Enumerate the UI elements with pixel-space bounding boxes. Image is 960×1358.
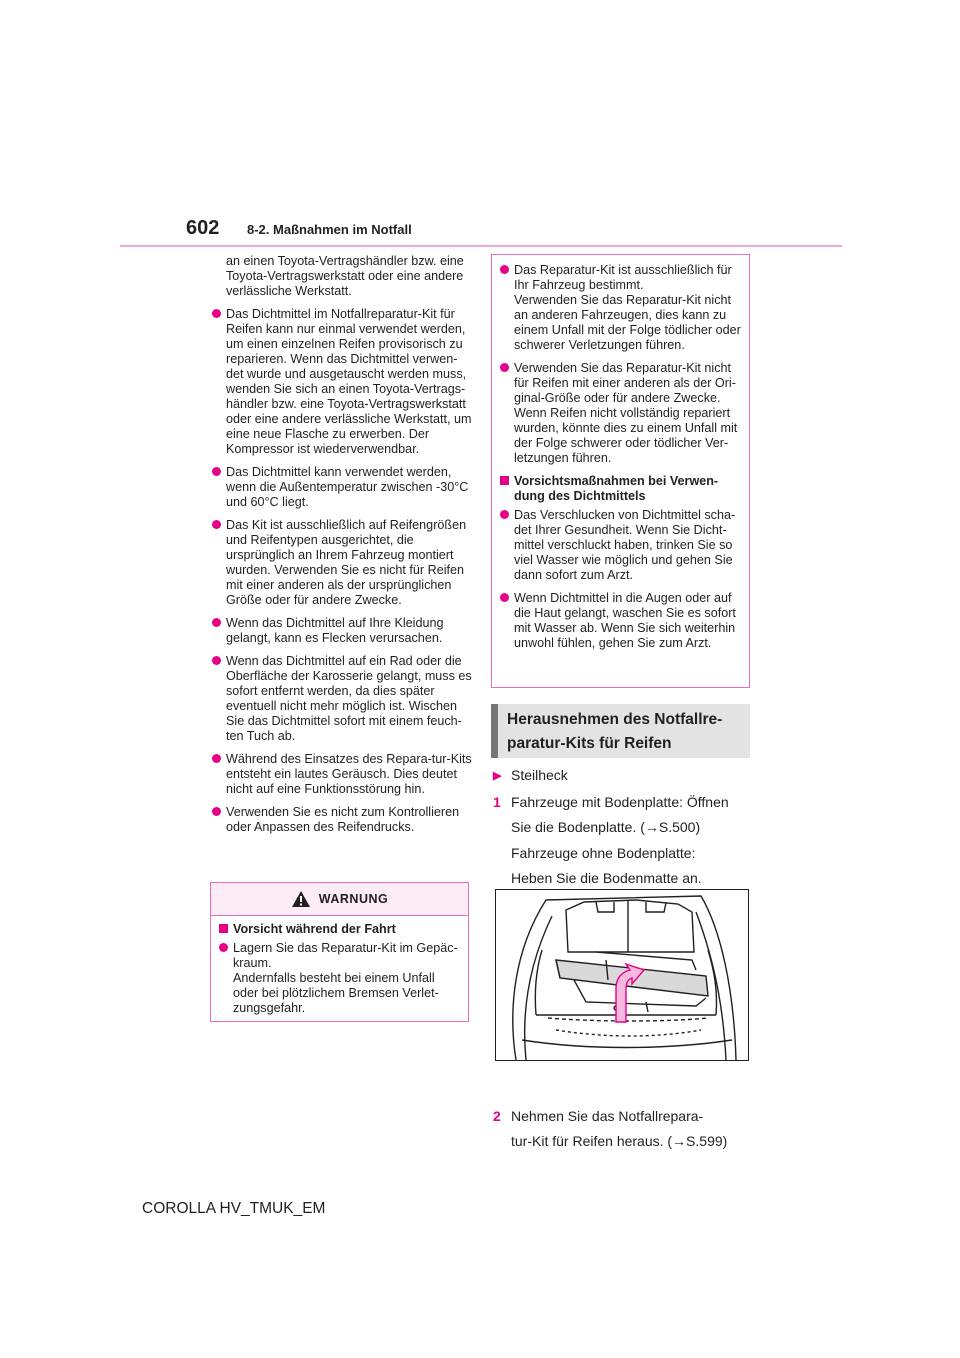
page-number: 602 (186, 217, 220, 239)
list-item (212, 654, 474, 744)
list-item-text: Das Verschlucken von Dichtmittel scha-det Ihrer Gesundheit. Wenn Sie Dicht-mittel verschluckt haben, trinken Sie so viel Wasser wie möglich und gehen Sie dann sofort zum Arzt. (514, 508, 736, 582)
bullet-icon (212, 656, 221, 665)
square-bullet-icon (219, 924, 228, 933)
arrow-icon: ▶ (493, 770, 502, 782)
list-item-text: Lagern Sie das Reparatur-Kit im Gepäc-kraum. (233, 941, 458, 970)
list-item (500, 591, 741, 651)
list-item (500, 508, 741, 583)
bullet-icon (212, 309, 221, 318)
step-intro (493, 764, 755, 787)
header-rule (120, 245, 842, 247)
warning-body (211, 916, 468, 1016)
list-item-text: Das Reparatur-Kit ist ausschließlich für Ihr Fahrzeug bestimmt. (514, 263, 732, 292)
list-item-text: Wenn das Dichtmittel auf ein Rad oder die Oberfläche der Karosserie gelangt, muss es sofort entfernt werden, da dies später eventuell nicht mehr möglich ist. Wischen Sie das Dichtmittel sofort mit einem feuch-ten Tuch ab. (226, 654, 472, 743)
step-text: Sie die Bodenplatte. (→S.500) (511, 819, 701, 835)
bullet-icon (219, 943, 228, 952)
list-item-text: Das Kit ist ausschließlich auf Reifengrößen und Reifentypen ausgerichtet, die ursprünglich an Ihrem Fahrzeug montiert wurden. Verwenden Sie es nicht für Reifen mit einer anderen als der ursprünglichen Größe oder für andere Zwecke. (226, 518, 467, 607)
list-item-text: Wenn das Dichtmittel auf Ihre Kleidung gelangt, kann es Flecken verursachen. (226, 616, 444, 645)
step-text: Heben Sie die Bodenmatte an. (511, 870, 702, 886)
left-column (212, 254, 474, 843)
list-item-text: Andernfalls besteht bei einem Unfall oder bei plötzlichem Bremsen Verlet-zungsgefahr. (233, 971, 439, 1015)
bullet-icon (500, 593, 509, 602)
list-item (212, 307, 474, 457)
warning-subheading: Vorsicht während der Fahrt (219, 922, 460, 937)
list-item-text: Das Dichtmittel im Notfallreparatur-Kit für Reifen kann nur einmal verwendet werden, um einen einzelnen Reifen provisorisch zu reparieren. Wenn das Dichtmittel verwen-det wurde und ausgetauscht werden muss, wenden Sie sich an einen Toyota-Vertrags-händler bzw. eine Toyota-Vertragswerkstatt oder eine andere verlässliche Werkstatt, um eine neue Flasche zu erwerben. Der Kompressor ist wiederverwendbar. (226, 307, 472, 456)
step-number: 1 (493, 793, 501, 810)
step-number: 2 (493, 1107, 501, 1124)
bullet-icon (212, 618, 221, 627)
footer-model: COROLLA HV_TMUK_EM (142, 1200, 326, 1217)
list-item-text: Während des Einsatzes des Repara-tur-Kits entsteht ein lautes Geräusch. Dies deutet nicht auf eine Funktionsstörung hin. (226, 752, 472, 796)
warning-box (210, 882, 469, 1022)
warning-triangle-icon (291, 890, 311, 908)
section-heading-line: Herausnehmen des Notfallre- (507, 711, 723, 728)
bullet-icon (212, 520, 221, 529)
list-item-text: Verwenden Sie das Reparatur-Kit nicht an anderen Fahrzeugen, dies kann zu einem Unfall mit der Folge tödlicher oder schwerer Verletzungen führen. (514, 293, 741, 352)
list-item (212, 805, 474, 835)
warning-title: WARNUNG (318, 892, 389, 906)
warning-header (211, 883, 468, 916)
step-2 (493, 1105, 755, 1153)
luggage-compartment-illustration (495, 889, 749, 1061)
caution-box (491, 254, 750, 688)
step-text: Nehmen Sie das Notfallrepara- (511, 1107, 704, 1124)
list-item (212, 752, 474, 797)
step-text: Fahrzeuge mit Bodenplatte: Öffnen (511, 793, 729, 810)
bullet-icon (212, 754, 221, 763)
lead-text: an einen Toyota-Vertragshändler bzw. eine Toyota-Vertragswerkstatt oder eine andere verlässliche Werkstatt. (226, 254, 464, 298)
list-item-text: Verwenden Sie das Reparatur-Kit nicht für Reifen mit einer anderen als der Ori-ginal-Größe oder für andere Zwecke. Wenn Reifen nicht vollständig repariert wurden, könnte dies zu einem Unfall mit der Folge schwerer oder tödlicher Ver-letzungen führen. (514, 361, 738, 465)
bullet-icon (500, 265, 509, 274)
bullet-icon (500, 510, 509, 519)
list-item (500, 361, 741, 466)
section-heading (491, 704, 750, 758)
square-bullet-icon (500, 476, 509, 485)
step-text: tur-Kit für Reifen heraus. (→S.599) (511, 1133, 728, 1149)
section-heading-line: paratur-Kits für Reifen (507, 735, 672, 752)
step-text: Fahrzeuge ohne Bodenplatte: (511, 844, 696, 861)
list-item (219, 941, 460, 1016)
section-title: 8-2. Maßnahmen im Notfall (247, 222, 412, 237)
list-item (212, 465, 474, 510)
step-intro-text: Steilheck (511, 767, 568, 783)
list-item (212, 518, 474, 608)
list-item-text: Wenn Dichtmittel in die Augen oder auf die Haut gelangt, waschen Sie es sofort mit Wasser ab. Wenn Sie sich weiterhin unwohl fühlen, gehen Sie zum Arzt. (514, 591, 736, 650)
list-item-text: Verwenden Sie es nicht zum Kontrollieren oder Anpassen des Reifendrucks. (226, 805, 460, 834)
list-item (212, 616, 474, 646)
car-trunk-illustration (496, 890, 748, 1060)
step-1 (493, 791, 755, 890)
list-item (500, 263, 741, 353)
bullet-icon (212, 807, 221, 816)
bullet-icon (212, 467, 221, 476)
caution-subheading: Vorsichtsmaßnahmen bei Verwen-dung des Dichtmittels (500, 474, 741, 504)
bullet-icon (500, 363, 509, 372)
list-item-text: Das Dichtmittel kann verwendet werden, wenn die Außentemperatur zwischen -30°C und 60°C liegt. (226, 465, 469, 509)
